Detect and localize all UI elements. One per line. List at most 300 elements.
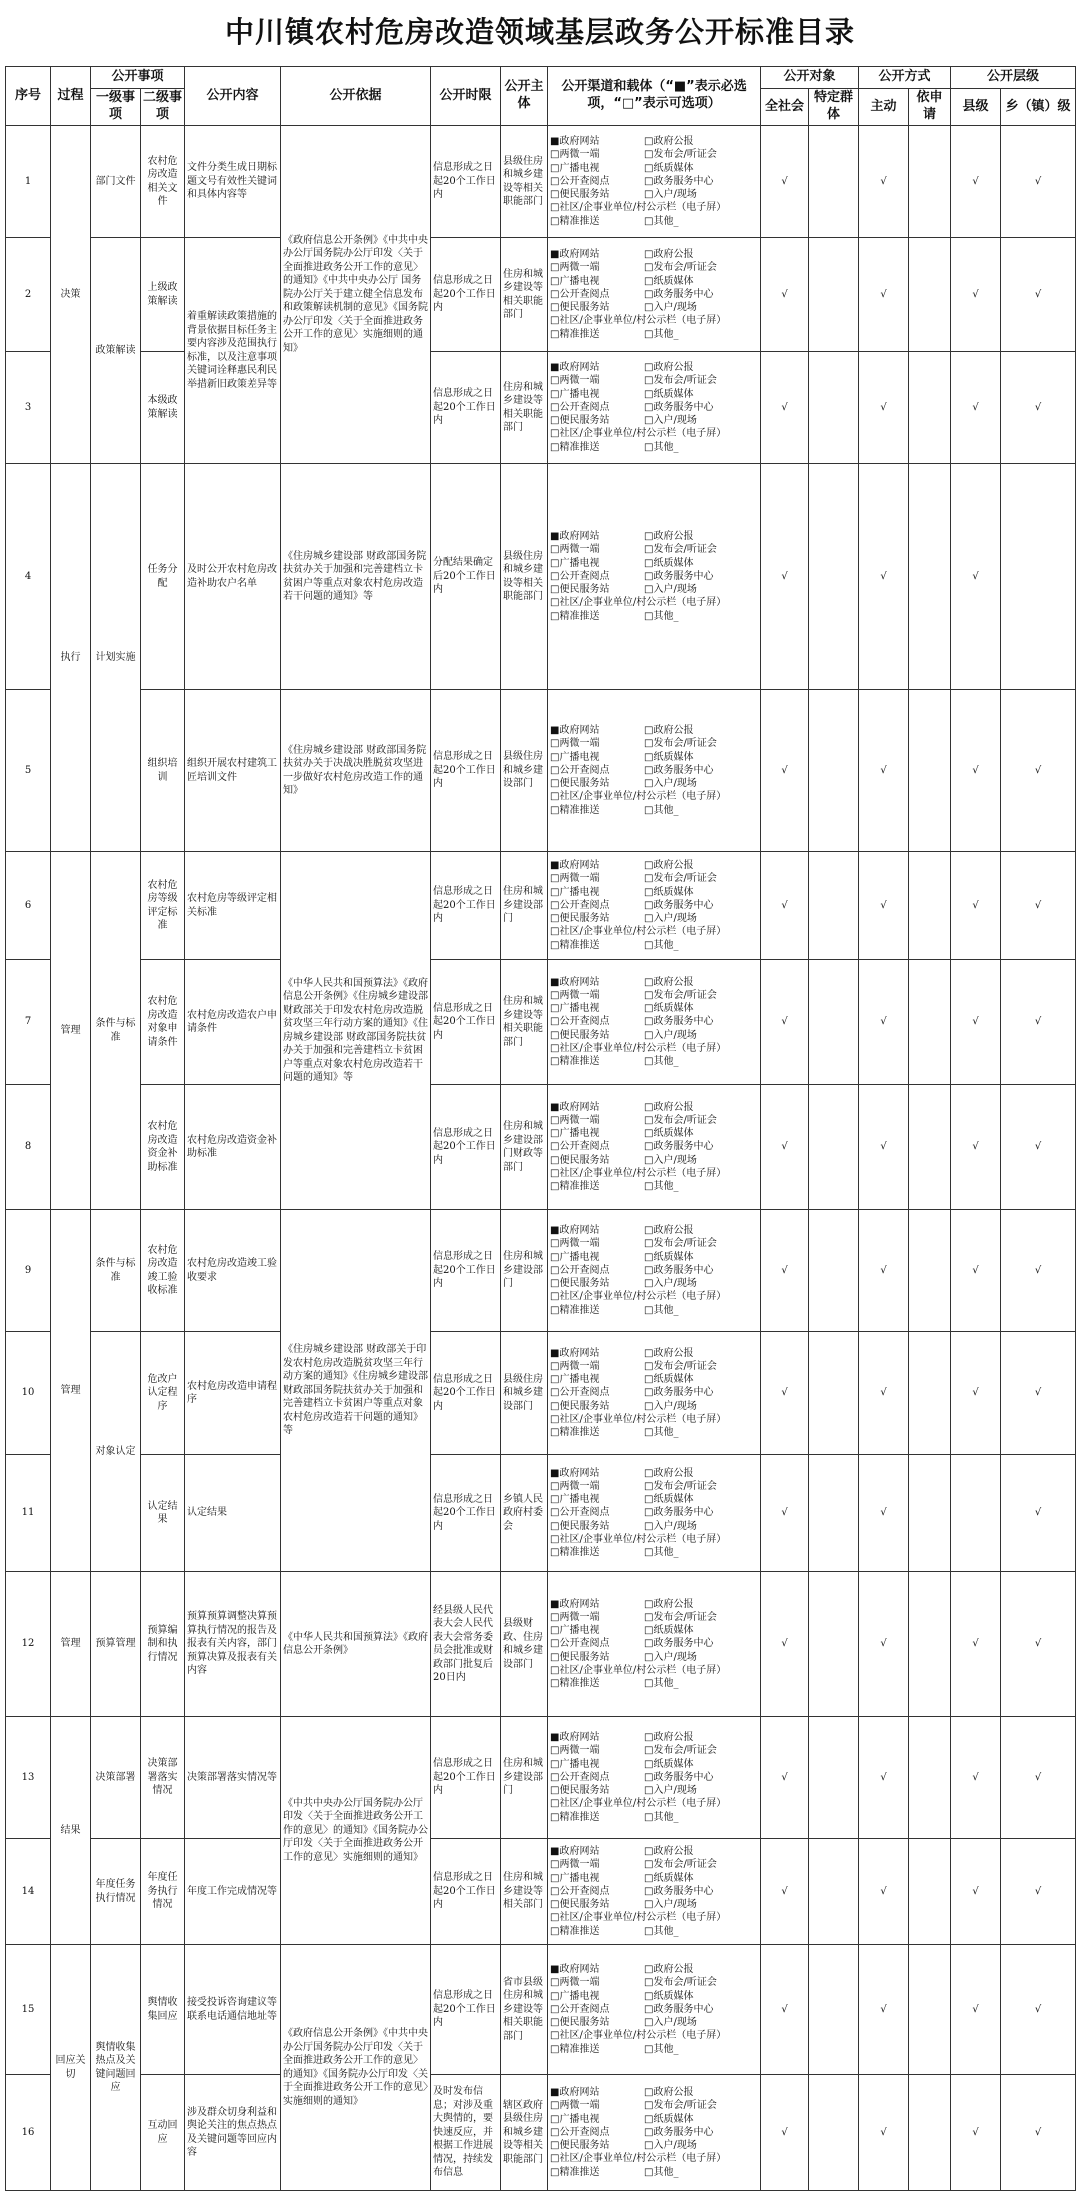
channel-option: □公开查阅点 xyxy=(550,1638,610,1650)
item-level1-cell: 条件与标准 xyxy=(91,1210,141,1332)
check-cell-all: √ xyxy=(761,238,809,352)
check-cell-spec xyxy=(809,1455,859,1572)
channel-option: □两微一端 xyxy=(550,1745,600,1757)
channel-option: □便民服务站 xyxy=(550,2017,610,2029)
channel-option: □发布会/听证会 xyxy=(644,375,717,387)
channel-option: ■政府网站 xyxy=(550,860,600,872)
channel-options xyxy=(550,1101,758,1193)
row-number: 10 xyxy=(6,1332,51,1455)
channel-option: □政务服务中心 xyxy=(644,1387,714,1399)
channel-options xyxy=(550,724,758,816)
channel-option: □政府公报 xyxy=(644,1846,694,1858)
channel-option: □政务服务中心 xyxy=(644,1016,714,1028)
time-limit-cell: 信息形成之日起20个工作日内 xyxy=(431,238,501,352)
channel-option: □公开查阅点 xyxy=(550,401,610,413)
check-cell-active: √ xyxy=(859,960,909,1085)
check-cell-town: √ xyxy=(1001,1210,1076,1332)
channel-option: □发布会/听证会 xyxy=(644,262,717,274)
content-cell: 农村危房改造申请程序 xyxy=(185,1332,281,1455)
channel-option: □政府公报 xyxy=(644,531,694,543)
channel-option: □精准推送 xyxy=(550,610,600,622)
channel-option: □政府公报 xyxy=(644,136,694,148)
channel-option: ■政府网站 xyxy=(550,1732,600,1744)
table-row xyxy=(6,464,1076,690)
check-cell-town: √ xyxy=(1001,1945,1076,2075)
channel-option: □公开查阅点 xyxy=(550,1885,610,1897)
check-cell-all: √ xyxy=(761,352,809,464)
channel-option: □公开查阅点 xyxy=(550,570,610,582)
channels-cell xyxy=(548,1839,761,1945)
channels-cell xyxy=(548,1572,761,1717)
content-cell: 接受投诉咨询建议等联系电话通信地址等 xyxy=(185,1945,281,2075)
channel-option: ■政府网站 xyxy=(550,1964,600,1976)
channel-options xyxy=(550,2086,758,2178)
check-cell-county: √ xyxy=(951,2075,1001,2191)
stage-cell: 管理 xyxy=(51,852,91,1210)
col-level-town-header: 乡（镇）级 xyxy=(1001,89,1076,126)
check-cell-all: √ xyxy=(761,690,809,852)
channel-option: □便民服务站 xyxy=(550,913,610,925)
table-row xyxy=(6,1210,1076,1332)
check-cell-req xyxy=(909,1572,951,1717)
channel-option: □入户/现场 xyxy=(644,302,697,314)
check-cell-town: √ xyxy=(1001,960,1076,1085)
row-number: 9 xyxy=(6,1210,51,1332)
check-cell-active: √ xyxy=(859,126,909,238)
channel-option: □纸质媒体 xyxy=(644,1494,694,1506)
row-number: 15 xyxy=(6,1945,51,2075)
channels-cell xyxy=(548,1085,761,1210)
channel-option: □精准推送 xyxy=(550,1811,600,1823)
check-cell-town: √ xyxy=(1001,1332,1076,1455)
item-level1-cell: 决策部署 xyxy=(91,1717,141,1839)
check-cell-active: √ xyxy=(859,1210,909,1332)
item-level2-cell: 认定结果 xyxy=(141,1455,185,1572)
time-limit-cell: 信息形成之日起20个工作日内 xyxy=(431,1332,501,1455)
table-body xyxy=(6,126,1076,2191)
subject-cell: 住房和城乡建设部门 xyxy=(501,852,548,960)
channel-option: □便民服务站 xyxy=(550,1278,610,1290)
time-limit-cell: 信息形成之日起20个工作日内 xyxy=(431,1210,501,1332)
table-row xyxy=(6,1455,1076,1572)
channel-option: □纸质媒体 xyxy=(644,388,694,400)
channel-option: □其他_ xyxy=(644,1811,679,1823)
row-number: 2 xyxy=(6,238,51,352)
check-cell-all: √ xyxy=(761,1210,809,1332)
channel-option: □广播电视 xyxy=(550,1990,600,2002)
channel-option: □公开查阅点 xyxy=(550,764,610,776)
subject-cell: 县级住房和城乡建设部门 xyxy=(501,690,548,852)
channel-option: □入户/现场 xyxy=(644,415,697,427)
channel-option: □政务服务中心 xyxy=(644,764,714,776)
check-cell-all: √ xyxy=(761,1717,809,1839)
check-cell-spec xyxy=(809,2075,859,2191)
channels-cell xyxy=(548,464,761,690)
channel-option: □政府公报 xyxy=(644,1225,694,1237)
channel-option: □发布会/听证会 xyxy=(644,873,717,885)
channel-option: □精准推送 xyxy=(550,328,600,340)
channel-option: □纸质媒体 xyxy=(644,1128,694,1140)
channel-option: □广播电视 xyxy=(550,388,600,400)
channel-option: ■政府网站 xyxy=(550,725,600,737)
check-cell-active: √ xyxy=(859,1572,909,1717)
check-cell-all: √ xyxy=(761,464,809,690)
time-limit-cell: 信息形成之日起20个工作日内 xyxy=(431,1945,501,2075)
time-limit-cell: 信息形成之日起20个工作日内 xyxy=(431,852,501,960)
channel-option: □社区/企事业单位/村公示栏（电子屏） xyxy=(550,1533,727,1545)
subject-cell: 县级住房和城乡建设部门 xyxy=(501,1332,548,1455)
item-level2-cell: 预算编制和执行情况 xyxy=(141,1572,185,1717)
subject-cell: 住房和城乡建设等相关职能部门 xyxy=(501,238,548,352)
item-level2-cell: 年度任务执行情况 xyxy=(141,1839,185,1945)
channel-option: □广播电视 xyxy=(550,751,600,763)
content-cell: 预算预算调整决算预算执行情况的报告及报表有关内容，部门预算决算及报表有关内容 xyxy=(185,1572,281,1717)
check-cell-req xyxy=(909,1085,951,1210)
channels-cell xyxy=(548,960,761,1085)
check-cell-spec xyxy=(809,852,859,960)
channel-option: □入户/现场 xyxy=(644,2017,697,2029)
time-limit-cell: 信息形成之日起20个工作日内 xyxy=(431,1455,501,1572)
basis-cell: 《政府信息公开条例》《中共中央办公厅国务院办公厅印发〈关于全面推进政务公开工作的意见〉的通知》《中共中央办公厅 国务院办公厅关于建立健全信息发布和政策解读机制的意见》《国务院办公厅印发〈关于全面推进政务公开工作的意见〉实施细则的通知》 xyxy=(281,126,431,464)
subject-cell: 住房和城乡建设等相关职能部门 xyxy=(501,352,548,464)
channel-option: □纸质媒体 xyxy=(644,1872,694,1884)
channel-options xyxy=(550,1224,758,1316)
channel-option: □发布会/听证会 xyxy=(644,738,717,750)
channel-option: □其他_ xyxy=(644,939,679,951)
row-number: 6 xyxy=(6,852,51,960)
channel-option: ■政府网站 xyxy=(550,1347,600,1359)
stage-cell: 执行 xyxy=(51,464,91,852)
channel-option: □入户/现场 xyxy=(644,778,697,790)
check-cell-town: √ xyxy=(1001,690,1076,852)
channel-option: □政府公报 xyxy=(644,362,694,374)
channel-option: □社区/企事业单位/村公示栏（电子屏） xyxy=(550,791,727,803)
channel-options xyxy=(550,976,758,1068)
check-cell-all: √ xyxy=(761,1945,809,2075)
subject-cell: 住房和城乡建设部门 xyxy=(501,1210,548,1332)
col-stage-header: 过程 xyxy=(51,67,91,126)
channel-option: □纸质媒体 xyxy=(644,1758,694,1770)
item-level2-cell: 任务分配 xyxy=(141,464,185,690)
item-level2-cell: 本级政策解读 xyxy=(141,352,185,464)
check-cell-spec xyxy=(809,238,859,352)
channel-option: □政务服务中心 xyxy=(644,2003,714,2015)
time-limit-cell: 信息形成之日起20个工作日内 xyxy=(431,126,501,238)
channels-cell xyxy=(548,1332,761,1455)
table-row xyxy=(6,960,1076,1085)
channel-option: □公开查阅点 xyxy=(550,1016,610,1028)
subject-cell: 辖区政府县级住房和城乡建设等相关职能部门 xyxy=(501,2075,548,2191)
channel-option: □其他_ xyxy=(644,215,679,227)
check-cell-spec xyxy=(809,960,859,1085)
check-cell-spec xyxy=(809,1839,859,1945)
channel-option: □精准推送 xyxy=(550,1547,600,1558)
row-number: 3 xyxy=(6,352,51,464)
col-level1-header: 一级事项 xyxy=(91,89,141,126)
row-number: 8 xyxy=(6,1085,51,1210)
channel-option: ■政府网站 xyxy=(550,249,600,261)
time-limit-cell: 信息形成之日起20个工作日内 xyxy=(431,690,501,852)
disclosure-catalog-table xyxy=(5,66,1076,2191)
channel-option: □政务服务中心 xyxy=(644,1141,714,1153)
channel-option: □其他_ xyxy=(644,610,679,622)
time-limit-cell: 信息形成之日起20个工作日内 xyxy=(431,1085,501,1210)
channel-option: □入户/现场 xyxy=(644,1154,697,1166)
item-level1-cell: 部门文件 xyxy=(91,126,141,238)
channel-option: ■政府网站 xyxy=(550,1101,600,1113)
channel-option: □政府公报 xyxy=(644,1101,694,1113)
channel-option: □公开查阅点 xyxy=(550,2003,610,2015)
channel-option: □便民服务站 xyxy=(550,415,610,427)
check-cell-county: √ xyxy=(951,1332,1001,1455)
check-cell-req xyxy=(909,1332,951,1455)
channel-option: □政务服务中心 xyxy=(644,175,714,187)
content-cell: 组织开展农村建筑工匠培训文件 xyxy=(185,690,281,852)
basis-cell: 《中华人民共和国预算法》《政府信息公开条例》《住房城乡建设部 财政部关于印发农村危房改造脱贫攻坚三年行动方案的通知》《住房城乡建设部 财政部国务院扶贫办关于加强和完善建档立卡贫困户等重点对象农村危房改造若干问题的通知》等 xyxy=(281,852,431,1210)
content-cell: 农村危房改造农户申请条件 xyxy=(185,960,281,1085)
channel-option: ■政府网站 xyxy=(550,136,600,148)
subject-cell: 住房和城乡建设等相关部门 xyxy=(501,1839,548,1945)
channel-option: □精准推送 xyxy=(550,1925,600,1937)
item-level2-cell: 上级政策解读 xyxy=(141,238,185,352)
channel-option: ■政府网站 xyxy=(550,976,600,988)
channels-cell xyxy=(548,126,761,238)
channel-option: □精准推送 xyxy=(550,1304,600,1316)
channel-option: □便民服务站 xyxy=(550,1899,610,1911)
check-cell-spec xyxy=(809,1572,859,1717)
check-cell-active: √ xyxy=(859,238,909,352)
channel-option: □社区/企事业单位/村公示栏（电子屏） xyxy=(550,1912,727,1924)
channel-options xyxy=(550,135,758,227)
col-target-specific-header: 特定群体 xyxy=(809,89,859,126)
check-cell-spec xyxy=(809,690,859,852)
check-cell-req xyxy=(909,1839,951,1945)
table-row xyxy=(6,1085,1076,1210)
channels-cell xyxy=(548,690,761,852)
basis-cell: 《政府信息公开条例》《中共中央办公厅国务院办公厅印发〈关于全面推进政务公开工作的意见〉的通知》《国务院办公厅印发〈关于全面推进政务公开工作的意见〉实施细则的通知》 xyxy=(281,1945,431,2191)
col-target-header: 公开对象 xyxy=(761,67,859,89)
channel-option: □广播电视 xyxy=(550,1374,600,1386)
channel-option: □政务服务中心 xyxy=(644,1507,714,1519)
channel-option: □发布会/听证会 xyxy=(644,1360,717,1372)
channel-option: □广播电视 xyxy=(550,557,600,569)
check-cell-req xyxy=(909,1210,951,1332)
channel-option: □入户/现场 xyxy=(644,1029,697,1041)
time-limit-cell: 信息形成之日起20个工作日内 xyxy=(431,960,501,1085)
channel-option: □公开查阅点 xyxy=(550,1141,610,1153)
channel-option: □政务服务中心 xyxy=(644,1885,714,1897)
check-cell-town: √ xyxy=(1001,1572,1076,1717)
channel-option: □便民服务站 xyxy=(550,1651,610,1663)
channel-option: □纸质媒体 xyxy=(644,886,694,898)
channel-option: □精准推送 xyxy=(550,1427,600,1438)
channels-cell xyxy=(548,2075,761,2191)
channel-option: □入户/现场 xyxy=(644,584,697,596)
channel-option: □纸质媒体 xyxy=(644,557,694,569)
row-number: 7 xyxy=(6,960,51,1085)
channel-option: □两微一端 xyxy=(550,1360,600,1372)
channel-option: □其他_ xyxy=(644,328,679,340)
item-level2-cell: 农村危房改造对象申请条件 xyxy=(141,960,185,1085)
channel-option: □社区/企事业单位/村公示栏（电子屏） xyxy=(550,202,727,214)
channel-option: □入户/现场 xyxy=(644,1520,697,1532)
item-level1-cell: 预算管理 xyxy=(91,1572,141,1717)
channel-option: □两微一端 xyxy=(550,544,600,556)
channel-option: □广播电视 xyxy=(550,1494,600,1506)
channels-cell xyxy=(548,852,761,960)
channel-option: □便民服务站 xyxy=(550,1029,610,1041)
item-level1-cell: 计划实施 xyxy=(91,464,141,852)
check-cell-req xyxy=(909,852,951,960)
content-cell: 文件分类生成日期标题文号有效性关键词和具体内容等 xyxy=(185,126,281,238)
channel-option: □便民服务站 xyxy=(550,302,610,314)
row-number: 16 xyxy=(6,2075,51,2191)
check-cell-spec xyxy=(809,1717,859,1839)
content-cell: 着重解读政策措施的背景依据目标任务主要内容涉及范围执行标准，以及注意事项关键词诠释惠民利民举措新旧政策差异等 xyxy=(185,238,281,464)
check-cell-req xyxy=(909,2075,951,2191)
channel-option: □公开查阅点 xyxy=(550,1507,610,1519)
check-cell-county: √ xyxy=(951,1945,1001,2075)
item-level2-cell: 农村危房改造相关文件 xyxy=(141,126,185,238)
channel-option: □其他_ xyxy=(644,1678,679,1689)
channel-option: □社区/企事业单位/村公示栏（电子屏） xyxy=(550,1413,727,1425)
channel-option: □两微一端 xyxy=(550,1977,600,1989)
table-row xyxy=(6,690,1076,852)
check-cell-req xyxy=(909,1455,951,1572)
channel-option: □两微一端 xyxy=(550,1238,600,1250)
channel-option: □政府公报 xyxy=(644,249,694,261)
channel-option: □政府公报 xyxy=(644,1347,694,1359)
channel-option: □两微一端 xyxy=(550,149,600,161)
check-cell-active: √ xyxy=(859,1839,909,1945)
subject-cell: 省市县级住房和城乡建设等相关职能部门 xyxy=(501,1945,548,2075)
channel-option: □广播电视 xyxy=(550,1758,600,1770)
channel-option: □政务服务中心 xyxy=(644,1264,714,1276)
col-level2-header: 二级事项 xyxy=(141,89,185,126)
item-level1-cell: 政策解读 xyxy=(91,238,141,464)
channel-option: □政府公报 xyxy=(644,1732,694,1744)
channel-option: ■政府网站 xyxy=(550,1846,600,1858)
col-subject-header: 公开主体 xyxy=(501,67,548,126)
channel-options xyxy=(550,1845,758,1937)
channel-options xyxy=(550,1598,758,1690)
channel-option: ■政府网站 xyxy=(550,1598,600,1610)
channel-options xyxy=(550,530,758,622)
table-row xyxy=(6,2075,1076,2191)
col-level-header: 公开层级 xyxy=(951,67,1076,89)
table-row xyxy=(6,1332,1076,1455)
channel-option: □入户/现场 xyxy=(644,2140,697,2152)
check-cell-county: √ xyxy=(951,1210,1001,1332)
channel-option: □发布会/听证会 xyxy=(644,1977,717,1989)
channel-option: □便民服务站 xyxy=(550,1400,610,1412)
col-content-header: 公开内容 xyxy=(185,67,281,126)
channels-cell xyxy=(548,1945,761,2075)
check-cell-active: √ xyxy=(859,690,909,852)
content-cell: 农村危房等级评定相关标准 xyxy=(185,852,281,960)
channel-option: □纸质媒体 xyxy=(644,1990,694,2002)
channel-option: □发布会/听证会 xyxy=(644,1114,717,1126)
channel-option: □政务服务中心 xyxy=(644,899,714,911)
channel-option: □发布会/听证会 xyxy=(644,1859,717,1871)
table-row xyxy=(6,238,1076,352)
channel-option: □其他_ xyxy=(644,1304,679,1316)
channel-option: □政府公报 xyxy=(644,2087,694,2099)
channel-option: □便民服务站 xyxy=(550,189,610,201)
check-cell-active: √ xyxy=(859,2075,909,2191)
stage-cell: 管理 xyxy=(51,1572,91,1717)
col-method-request-header: 依申请 xyxy=(909,89,951,126)
check-cell-all: √ xyxy=(761,852,809,960)
channel-option: □社区/企事业单位/村公示栏（电子屏） xyxy=(550,1798,727,1810)
check-cell-town: √ xyxy=(1001,1717,1076,1839)
channel-option: □便民服务站 xyxy=(550,1785,610,1797)
content-cell: 及时公开农村危房改造补助农户名单 xyxy=(185,464,281,690)
table-row xyxy=(6,1717,1076,1839)
col-items-header: 公开事项 xyxy=(91,67,185,89)
content-cell: 年度工作完成情况等 xyxy=(185,1839,281,1945)
table-row xyxy=(6,1945,1076,2075)
channel-option: □公开查阅点 xyxy=(550,288,610,300)
check-cell-req xyxy=(909,352,951,464)
channel-option: □广播电视 xyxy=(550,162,600,174)
channel-option: ■政府网站 xyxy=(550,1467,600,1479)
col-target-all-header: 全社会 xyxy=(761,89,809,126)
check-cell-active: √ xyxy=(859,1945,909,2075)
channel-option: □公开查阅点 xyxy=(550,175,610,187)
table-row xyxy=(6,1839,1076,1945)
channel-option: □纸质媒体 xyxy=(644,1625,694,1637)
channel-option: □社区/企事业单位/村公示栏（电子屏） xyxy=(550,2153,727,2165)
check-cell-county: √ xyxy=(951,352,1001,464)
check-cell-req xyxy=(909,126,951,238)
check-cell-town: √ xyxy=(1001,1085,1076,1210)
col-seq-header: 序号 xyxy=(6,67,51,126)
check-cell-spec xyxy=(809,1085,859,1210)
check-cell-all: √ xyxy=(761,1455,809,1572)
channel-option: □广播电视 xyxy=(550,2113,600,2125)
check-cell-spec xyxy=(809,352,859,464)
channel-option: □两微一端 xyxy=(550,375,600,387)
item-level2-cell: 农村危房改造资金补助标准 xyxy=(141,1085,185,1210)
basis-cell: 《住房城乡建设部 财政部关于印发农村危房改造脱贫攻坚三年行动方案的通知》《住房城乡建设部 财政部国务院扶贫办关于加强和完善建档立卡贫困户等重点对象农村危房改造若干问题的通知》等 xyxy=(281,1210,431,1572)
check-cell-spec xyxy=(809,1210,859,1332)
channel-option: □其他_ xyxy=(644,2166,679,2178)
channel-option: □纸质媒体 xyxy=(644,2113,694,2125)
check-cell-all: √ xyxy=(761,1332,809,1455)
time-limit-cell: 信息形成之日起20个工作日内 xyxy=(431,352,501,464)
check-cell-req xyxy=(909,960,951,1085)
channel-option: □两微一端 xyxy=(550,1859,600,1871)
channel-option: □纸质媒体 xyxy=(644,162,694,174)
channel-option: □便民服务站 xyxy=(550,1154,610,1166)
channel-option: □其他_ xyxy=(644,1427,679,1438)
channel-option: □广播电视 xyxy=(550,1128,600,1140)
channel-option: □政务服务中心 xyxy=(644,570,714,582)
subject-cell: 县级财政、住房和城乡建设部门 xyxy=(501,1572,548,1717)
channel-option: □政府公报 xyxy=(644,725,694,737)
channel-option: □精准推送 xyxy=(550,804,600,816)
channel-option: □发布会/听证会 xyxy=(644,1238,717,1250)
channel-option: □社区/企事业单位/村公示栏（电子屏） xyxy=(550,1042,727,1054)
channel-option: □其他_ xyxy=(644,1547,679,1558)
check-cell-spec xyxy=(809,464,859,690)
channel-option: □精准推送 xyxy=(550,1056,600,1067)
channel-option: □广播电视 xyxy=(550,275,600,287)
channel-option: □其他_ xyxy=(644,2043,679,2055)
channel-option: □便民服务站 xyxy=(550,1520,610,1532)
row-number: 11 xyxy=(6,1455,51,1572)
